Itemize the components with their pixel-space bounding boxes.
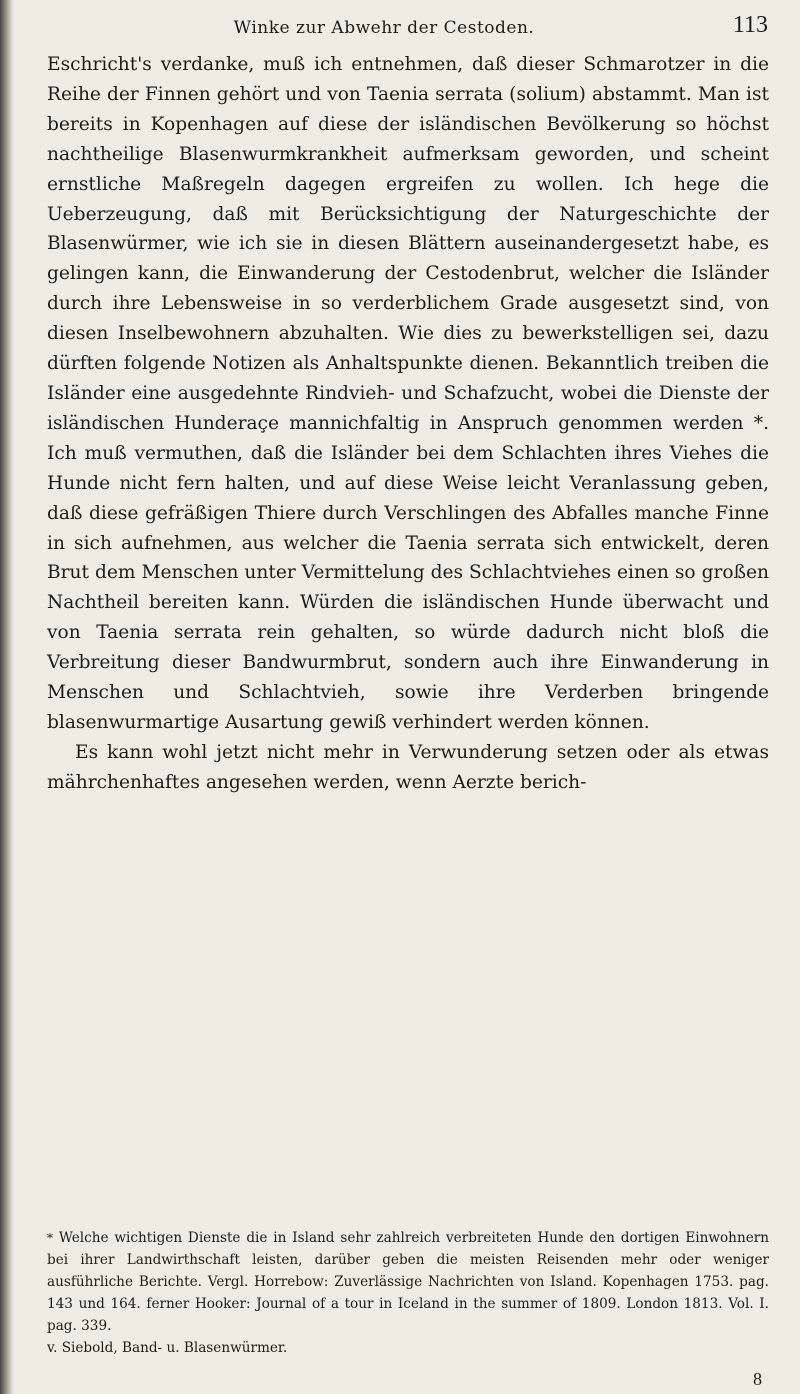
paragraph: Es kann wohl jetzt nicht mehr in Verwunderung setzen oder als etwas mährchenhaftes angesehen werden, wenn Aerzte berich- xyxy=(47,741,769,793)
footer-imprint: v. Siebold, Band- u. Blasenwürmer. xyxy=(47,1340,288,1356)
running-head: Winke zur Abwehr der Cestoden. xyxy=(233,18,535,38)
page-number: 113 xyxy=(732,12,768,38)
footnote-text: Welche wichtigen Dienste die in Island sehr zahlreich verbreiteten Hunde den dortigen Einwohnern bei ihrer Landwirthschaft leisten, darüber geben die meisten Reisenden mehr oder weniger ausführliche Berichte. Vergl. Horrebow: Zuverlässige Nachrichten von Island. Kopenhagen 1753. pag. 143 und 164. ferner Hooker: Journal of a tour in Iceland in the summer of 1809. London 1813. Vol. I. pag. 339. xyxy=(47,1230,769,1334)
footnote-marker: * xyxy=(47,1231,53,1245)
footnote xyxy=(47,1227,769,1359)
paragraph: Eschricht's verdanke, muß ich entnehmen, daß dieser Schmarotzer in die Reihe der Finnen gehört und von Taenia serrata (solium) abstammt. Man ist bereits in Kopenhagen auf diese der isländischen Bevölkerung so höchst nachtheilige Blasenwurmkrankheit aufmerksam geworden, und scheint ernstliche Maßregeln dagegen ergreifen zu wollen. Ich hege die Ueberzeugung, daß mit Berücksichtigung der Naturgeschichte der Blasenwürmer, wie ich sie in diesen Blättern auseinandergesetzt habe, es gelingen kann, die Einwanderung der Cestodenbrut, welcher die Isländer durch ihre Lebensweise in so verderblichem Grade ausgesetzt sind, von diesen Inselbewohnern abzuhalten. Wie dies zu bewerkstelligen sei, dazu dürften folgende Notizen als Anhaltspunkte dienen. Bekanntlich treiben die Isländer eine ausgedehnte Rindvieh- und Schafzucht, wobei die Dienste der isländischen Hunderaçe mannichfaltig in Anspruch genommen werden *. Ich muß vermuthen, daß die Isländer bei dem Schlachten ihres Viehes die Hunde nicht fern halten, und auf diese Weise leicht Veranlassung geben, daß diese gefräßigen Thiere durch Verschlingen des Abfalles manche Finne in sich aufnehmen, aus welcher die Taenia serrata sich entwickelt, deren Brut dem Menschen unter Vermittelung des Schlachtviehes einen so großen Nachtheil bereiten kann. Würden die isländischen Hunde überwacht und von Taenia serrata rein gehalten, so würde dadurch nicht bloß die Verbreitung dieser Bandwurmbrut, sondern auch ihre Einwanderung in Menschen und Schlachtvieh, sowie ihre Verderben bringende blasenwurmartige Ausartung gewiß verhindert werden können. xyxy=(47,54,769,733)
signature-mark: 8 xyxy=(753,1369,762,1389)
page-header xyxy=(60,10,768,50)
book-spine-shadow xyxy=(0,0,14,1394)
main-text xyxy=(47,50,769,798)
